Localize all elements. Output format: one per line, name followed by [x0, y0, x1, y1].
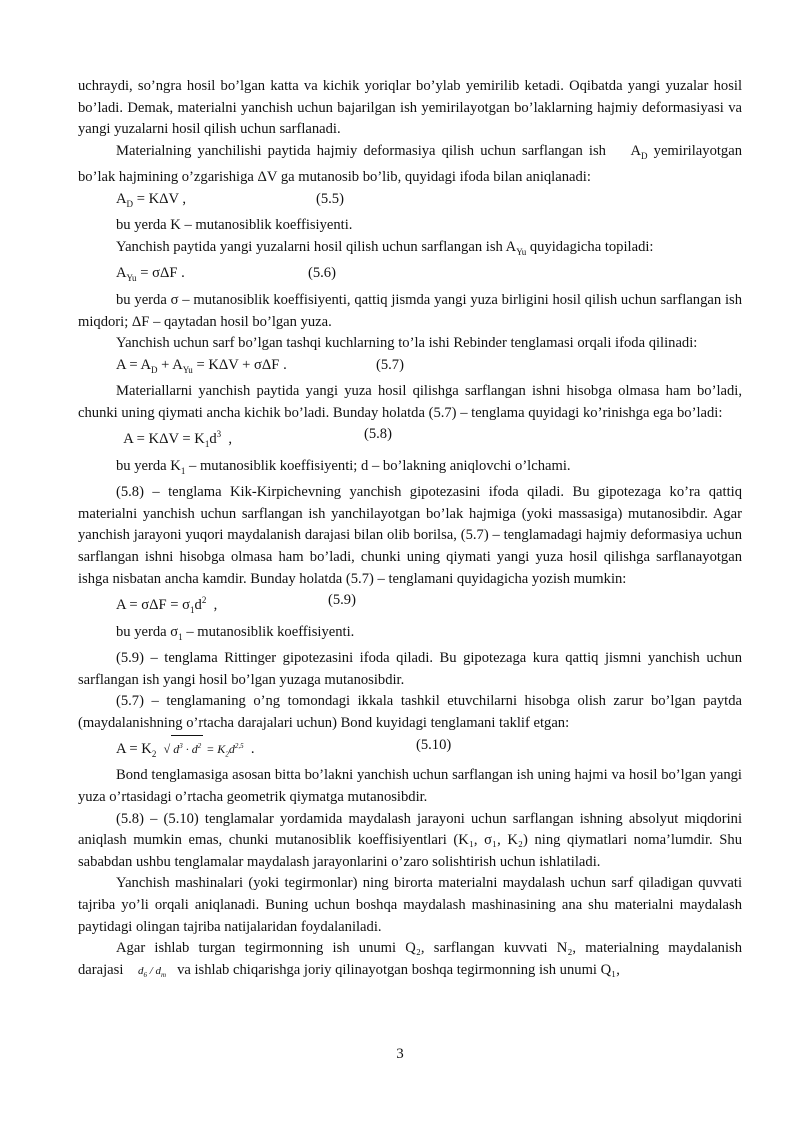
- paragraph: bu yerda σ – mutanosiblik koeffisiyenti, qattiq jismda yangi yuza birligini hosil qilish uchun sarflangan ish miqdori; ΔF – qaytadan hosil bo’lgan yuza.: [78, 291, 742, 330]
- bond-formula-expression: √ $d^3 \cdot d^2 = K_2d^{2,5}$: [164, 742, 244, 756]
- equation-number: (5.5): [316, 190, 344, 207]
- paragraph: Yanchish mashinalari (yoki tegirmonlar) ning birorta materialni maydalash uchun sarf qiladigan quvvati tajriba yo’li orqali aniqlanadi. Buning uchun boshqa maydalash mashinasining ana shu materialni maydalash paytidagi olingan tajriba natijalaridan foydalaniladi.: [78, 875, 742, 935]
- formula-5-9: $A = \sigma\Delta F = \sigma_1d^2$ , (5.9): [116, 592, 356, 616]
- paragraph: (5.9) – tenglama Rittinger gipotezasini ifoda qiladi. Bu gipotezaga kura qattiq jismni yanchish uchun sarflangan ish yangi hosil bo’lgan yuzaga mutanosibdir.: [78, 650, 742, 688]
- paragraph: Materiallarni yanchish paytida yangi yuza hosil qilishga sarflangan ishni hisobga olmasa ham bo’ladi, chunki uning qiymati ancha kichik bo’ladi. Bunday holatda (5.7) – tenglama quyidagi ko’rinishga ega bo’ladi:: [78, 383, 742, 421]
- formula-5-10: $A = K_2$ √ $d^3 \cdot d^2 = K_2d^{2,5}$ . (5.10): [116, 736, 452, 759]
- page-number: 3: [396, 1046, 404, 1062]
- paragraph: bu yerda $K_1$ – mutanosiblik koeffisiyenti; d – bo’lakning aniqlovchi o’lchami.: [116, 457, 571, 476]
- formula-5-7: $A = A_D + A_{Yu} = K\Delta V + \sigma\Delta F$ . (5.7): [116, 356, 404, 375]
- formula-5-5: $A_D = K\Delta V$ , (5.5): [116, 190, 344, 209]
- formula-5-8: $A = K\Delta V = K_1d^3$ , (5.8): [123, 426, 392, 450]
- ratio-expression: $d_6 / d_m$: [137, 964, 167, 980]
- equation-number: (5.7): [376, 356, 404, 373]
- paragraph: (5.8) – (5.10) tenglamalar yordamida maydalash jarayoni uchun sarflangan ishning absolyut miqdorini aniqlash mumkin emas, chunki mutanosiblik koeffisiyentlari (K₁, σ₁, K₂) ning qiymatlari noma’lumdir. Shu sababdan ushbu tenglamalar maydalash jarayonlarini o’zaro solishtirish uchun ishlatiladi.: [78, 810, 742, 870]
- equation-number: (5.9): [328, 592, 356, 609]
- equation-number: (5.6): [308, 265, 336, 282]
- formula-5-6: $A_{Yu} = \sigma\Delta F$ . (5.6): [116, 265, 336, 284]
- paragraph: uchraydi, so’ngra hosil bo’lgan katta va kichik yoriqlar bo’ylab yemirilib ketadi. Oqibatda yangi yuzalar hosil bo’ladi. Demak, materialni yanchish uchun bajarilgan ish yemirilayotgan bo’laklarning hajmiy deformasiyasi va yangi yuzalarni hosil qilish uchun sarflanadi.: [78, 78, 742, 138]
- paragraph: Bond tenglamasiga asosan bitta bo’lakni yanchish uchun sarflangan ish uning hajmi va hosil bo’lgan yangi yuza o’rtasidagi o’rtacha geometrik qiymatga mutanosibdir.: [78, 767, 742, 806]
- paragraph: (5.8) – tenglama Kik-Kirpichevning yanchish gipotezasini ifoda qiladi. Bu gipotezaga ko’ra qattiq materialni yanchish uchun sarflangan ish yanchilayotgan bo’lak hajmiga (yoki massasiga) mutanosibdir. Agar yanchish jarayoni yuqori maydalanish darajasi bilan olib borilsa, (5.7) – tenglamadagi hajmiy deformasiya uchun sarflangan ishni hisobga olmasa ham bo’ladi, chunki uning qiymati yangi yuza hosil qilishga sarflanayotgan ishga nisbatan ancha kamdir. Bunday holatda (5.7) – tenglamani quyidagicha yozish mumkin:: [78, 484, 742, 587]
- paragraph: bu yerda $\sigma_1$ – mutanosiblik koeffisiyenti.: [116, 623, 355, 642]
- paragraph: bu yerda K – mutanosiblik koeffisiyenti.: [116, 217, 353, 234]
- paragraph: Yanchish paytida yangi yuzalarni hosil qilish uchun sarflangan ish $A_{Yu}$ quyidagicha topiladi:: [116, 238, 654, 257]
- equation-number: (5.10): [416, 736, 452, 753]
- equation-number: (5.8): [364, 426, 392, 443]
- paragraph: Materialning yanchilishi paytida hajmiy deformasiya qilish uchun sarflangan ish $A_D$ yemirilayotgan bo’lak hajmining o’zgarishiga ΔV ga mutanosib bo’lib, quyidagi ifoda bilan aniqlanadi:: [78, 142, 742, 186]
- paragraph: Agar ishlab turgan tegirmonning ish unumi Q₂, sarflangan kuvvati N₂, materialning maydalanish darajasi $d_6 / d_m$ va ishlab chiqarishga joriy qilinayotgan boshqa tegirmonning ish unumi Q₁,: [78, 940, 742, 980]
- paragraph: (5.7) – tenglamaning o’ng tomondagi ikkala tashkil etuvchilarni hisobga olish zarur bo’lgan paytda (maydalanishning o’rtacha darajalari uchun) Bond kuyidagi tenglamani taklif etgan:: [78, 693, 742, 731]
- paragraph: Yanchish uchun sarf bo’lgan tashqi kuchlarning to’la ishi Rebinder tenglamasi orqali ifoda qilinadi:: [116, 335, 698, 352]
- document-body: [78, 76, 742, 987]
